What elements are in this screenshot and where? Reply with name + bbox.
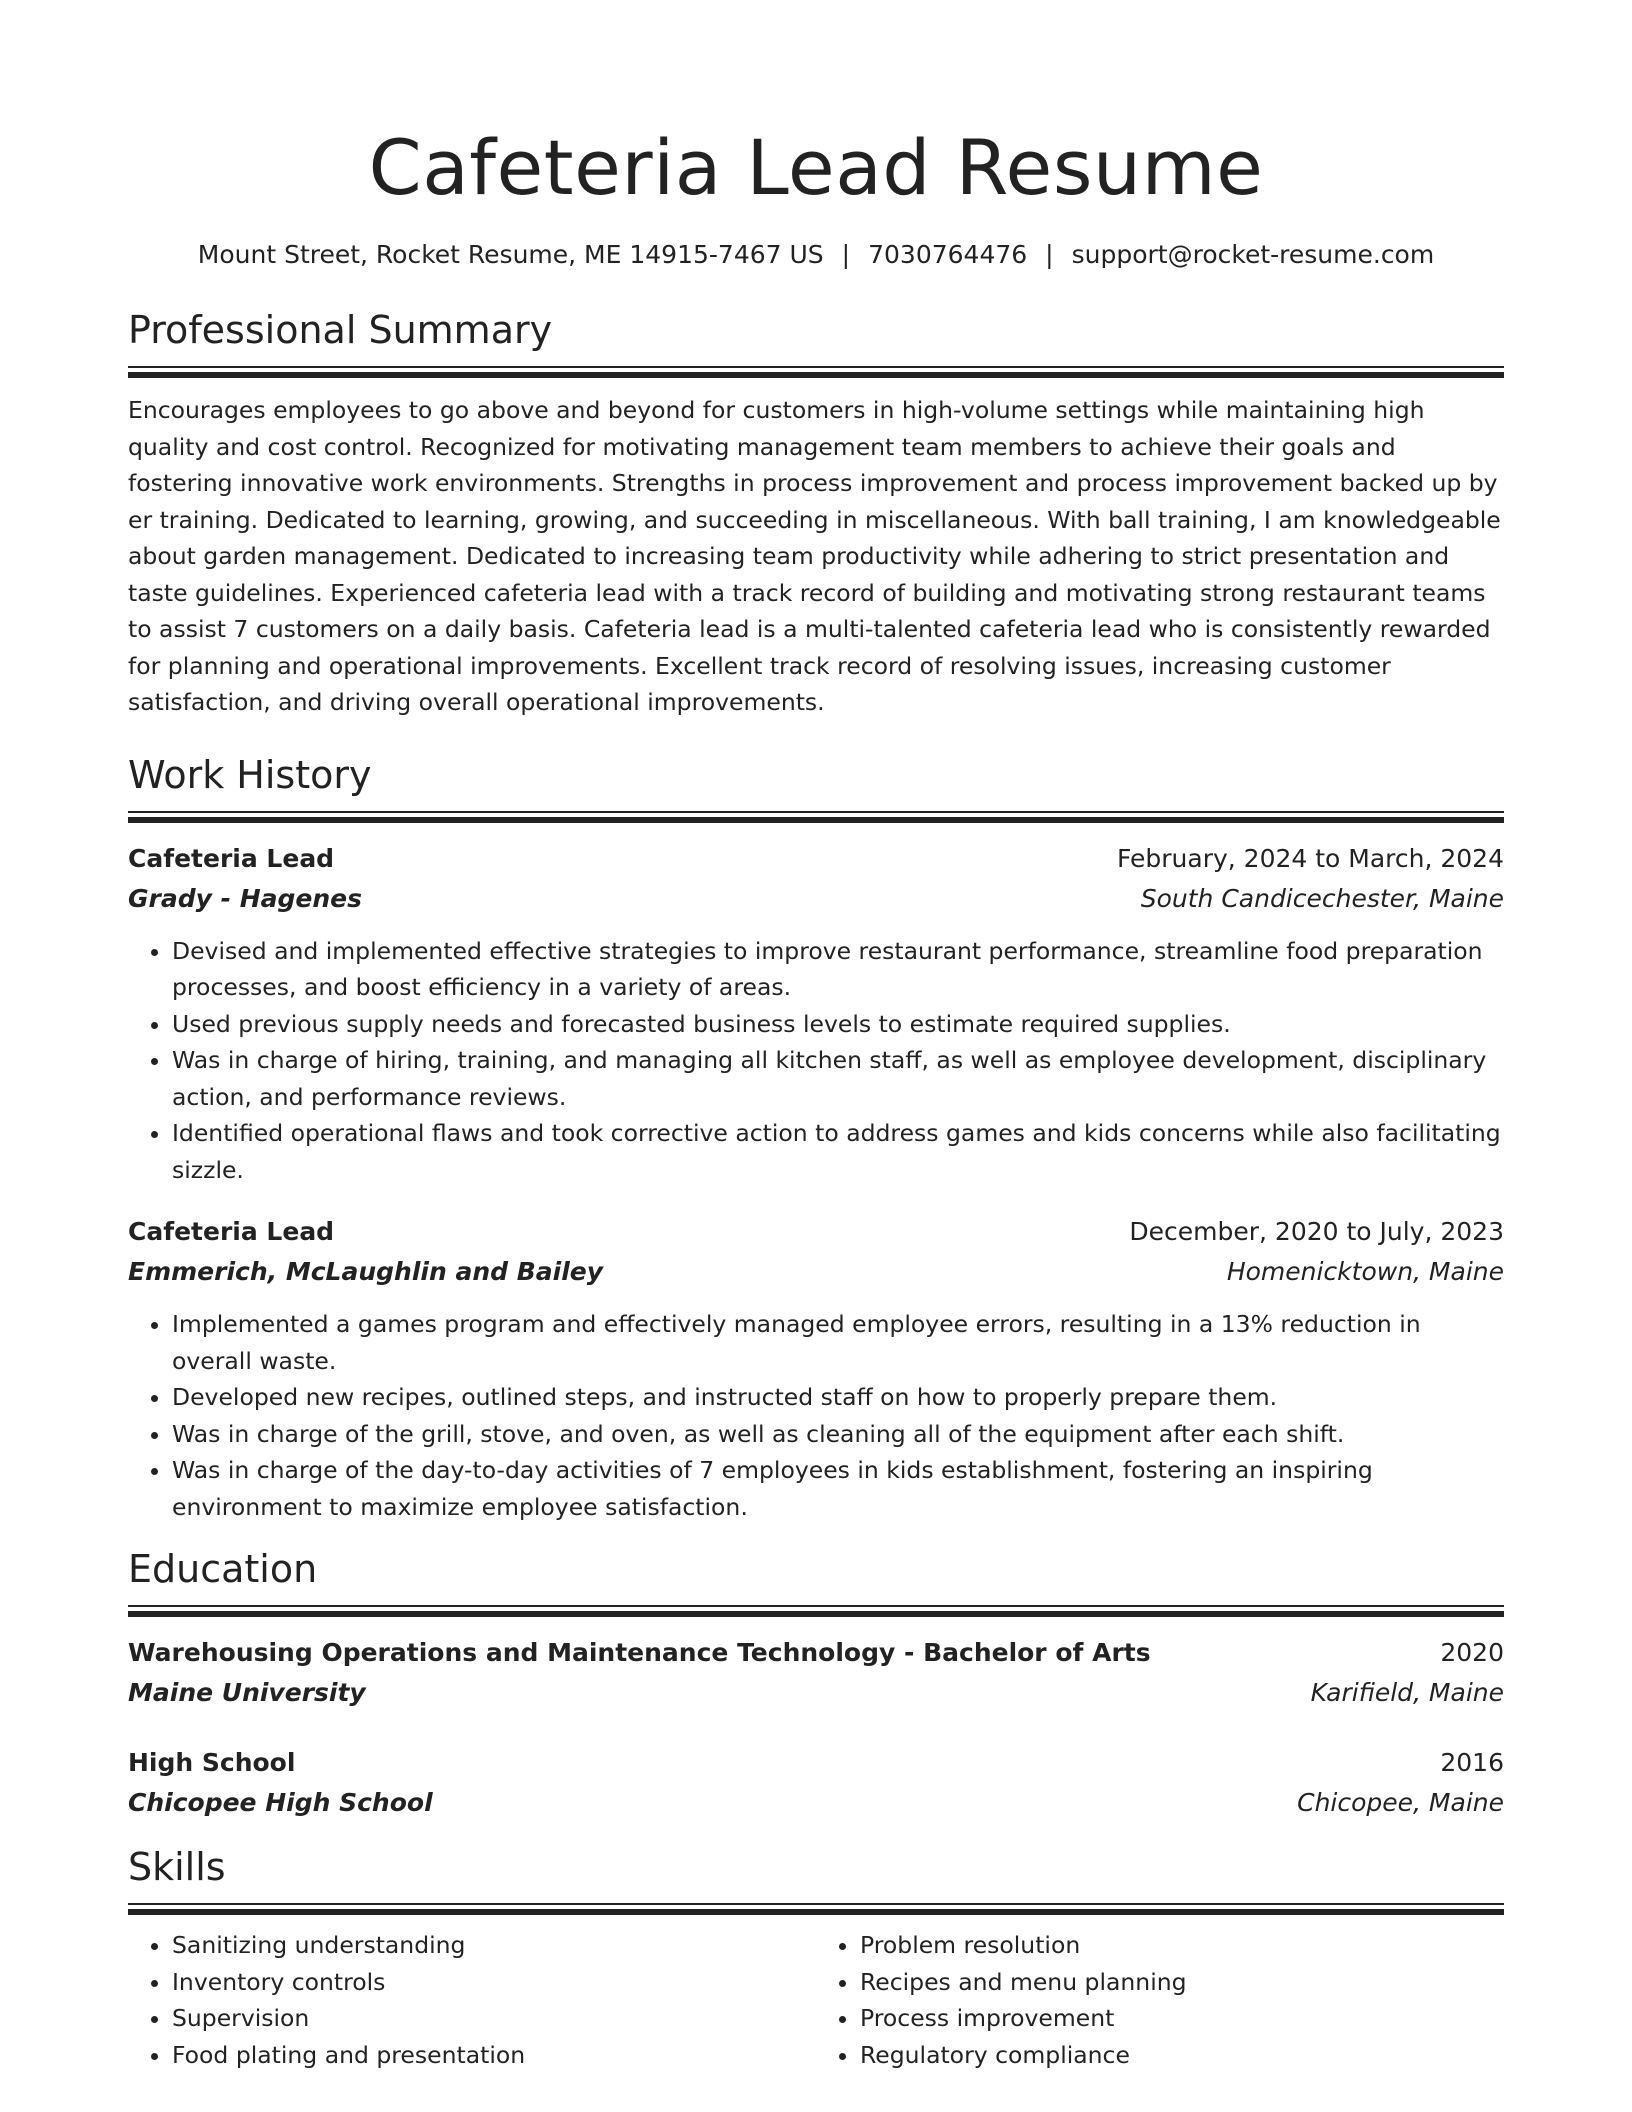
skill-item: • Process improvement <box>860 2000 1504 2037</box>
contact-line <box>128 238 1504 272</box>
job-bullets <box>128 933 1504 1189</box>
skills-grid <box>128 1927 1504 2073</box>
job-header <box>128 1212 1504 1252</box>
job-subheader <box>128 1252 1504 1292</box>
skills-section <box>128 1843 1504 2073</box>
job-entry <box>128 1212 1504 1525</box>
education-section <box>128 1545 1504 1823</box>
list-item: • Was in charge of the grill, stove, and oven, as well as cleaning all of the equipment after each shift. <box>172 1416 1504 1453</box>
job-title: Cafeteria Lead <box>128 843 335 873</box>
skill-item: • Inventory controls <box>172 1964 816 2001</box>
contact-phone: 7030764476 <box>868 240 1028 269</box>
summary-section <box>128 306 1504 721</box>
job-header <box>128 839 1504 879</box>
skills-column-left <box>128 1927 816 2073</box>
list-item: • Devised and implemented effective strategies to improve restaurant performance, streamline food preparation processes, and boost efficiency in a variety of areas. <box>172 933 1504 1006</box>
school-location: Chicopee, Maine <box>1297 1788 1504 1817</box>
job-location: South Candicechester, Maine <box>1140 883 1504 913</box>
list-item: • Implemented a games program and effectively managed employee errors, resulting in a 13% reduction in overall waste. <box>172 1306 1504 1379</box>
list-item: • Developed new recipes, outlined steps, and instructed staff on how to properly prepare them. <box>172 1379 1504 1416</box>
job-company: Grady - Hagenes <box>128 883 362 913</box>
education-subheader <box>128 1673 1504 1713</box>
skill-item: • Recipes and menu planning <box>860 1964 1504 2001</box>
job-dates: December, 2020 to July, 2023 <box>1129 1217 1504 1246</box>
section-heading: Work History <box>128 752 372 797</box>
list-item: • Was in charge of the day-to-day activities of 7 employees in kids establishment, fostering an inspiring environment to maximize employee satisfaction. <box>172 1452 1504 1525</box>
summary-text: Encourages employees to go above and beyond for customers in high-volume settings while maintaining high quality and cost control. Recognized for motivating management team members to achieve their goals and fostering innovative work environments. Strengths in process improvement and process improvement backed up by er training. Dedicated to learning, growing, and succeeding in miscellaneous. With ball training, I am knowledgeable about garden management. Dedicated to increasing team productivity while adhering to strict presentation and taste guidelines. Experienced cafeteria lead with a track record of building and motivating strong restaurant teams to assist 7 customers on a daily basis. Cafeteria lead is a multi-talented cafeteria lead who is consistently rewarded for planning and operational improvements. Excellent track record of resolving issues, increasing customer satisfaction, and driving overall operational improvements. <box>128 396 1501 716</box>
contact-separator: | <box>841 240 851 269</box>
section-divider <box>128 366 1504 378</box>
school-location: Karifield, Maine <box>1310 1678 1504 1707</box>
skill-item: • Supervision <box>172 2000 816 2037</box>
graduation-year: 2020 <box>1440 1638 1504 1667</box>
education-header <box>128 1633 1504 1673</box>
section-heading: Professional Summary <box>128 308 553 352</box>
contact-separator: | <box>1045 240 1054 269</box>
education-subheader <box>128 1783 1504 1823</box>
list-item: • Was in charge of hiring, training, and managing all kitchen staff, as well as employee development, disciplinary action, and performance reviews. <box>172 1042 1504 1115</box>
school-name: Chicopee High School <box>128 1788 433 1817</box>
school-name: Maine University <box>128 1678 366 1707</box>
job-location: Homenicktown, Maine <box>1226 1257 1504 1286</box>
skill-item: • Food plating and presentation <box>172 2037 816 2074</box>
section-heading: Education <box>128 1547 318 1591</box>
job-dates: February, 2024 to March, 2024 <box>1116 843 1504 873</box>
job-subheader <box>128 879 1504 919</box>
work-history-section <box>128 751 1504 1526</box>
section-heading: Skills <box>128 1845 226 1889</box>
skill-item: • Problem resolution <box>860 1927 1504 1964</box>
education-entry <box>128 1743 1504 1823</box>
list-item: • Used previous supply needs and forecasted business levels to estimate required supplies. <box>172 1006 1504 1043</box>
section-divider <box>128 811 1504 823</box>
education-header <box>128 1743 1504 1783</box>
section-divider <box>128 1903 1504 1915</box>
job-title: Cafeteria Lead <box>128 1217 335 1246</box>
degree-name: Warehousing Operations and Maintenance Technology - Bachelor of Arts <box>128 1638 1151 1667</box>
contact-email: support@rocket-resume.com <box>1071 240 1435 269</box>
skill-item: • Sanitizing understanding <box>172 1927 816 1964</box>
resume-title: Cafeteria Lead Resume <box>368 123 1264 212</box>
graduation-year: 2016 <box>1440 1748 1504 1777</box>
contact-address: Mount Street, Rocket Resume, ME 14915-7467 US <box>197 240 824 269</box>
degree-name: High School <box>128 1748 296 1777</box>
list-item: • Identified operational flaws and took corrective action to address games and kids concerns while also facilitating sizzle. <box>172 1115 1504 1188</box>
skill-item: • Regulatory compliance <box>860 2037 1504 2074</box>
education-entry <box>128 1633 1504 1713</box>
job-company: Emmerich, McLaughlin and Bailey <box>128 1257 604 1286</box>
section-divider <box>128 1605 1504 1617</box>
skills-column-right <box>816 1927 1504 2073</box>
job-bullets <box>128 1306 1504 1525</box>
job-entry <box>128 839 1504 1189</box>
